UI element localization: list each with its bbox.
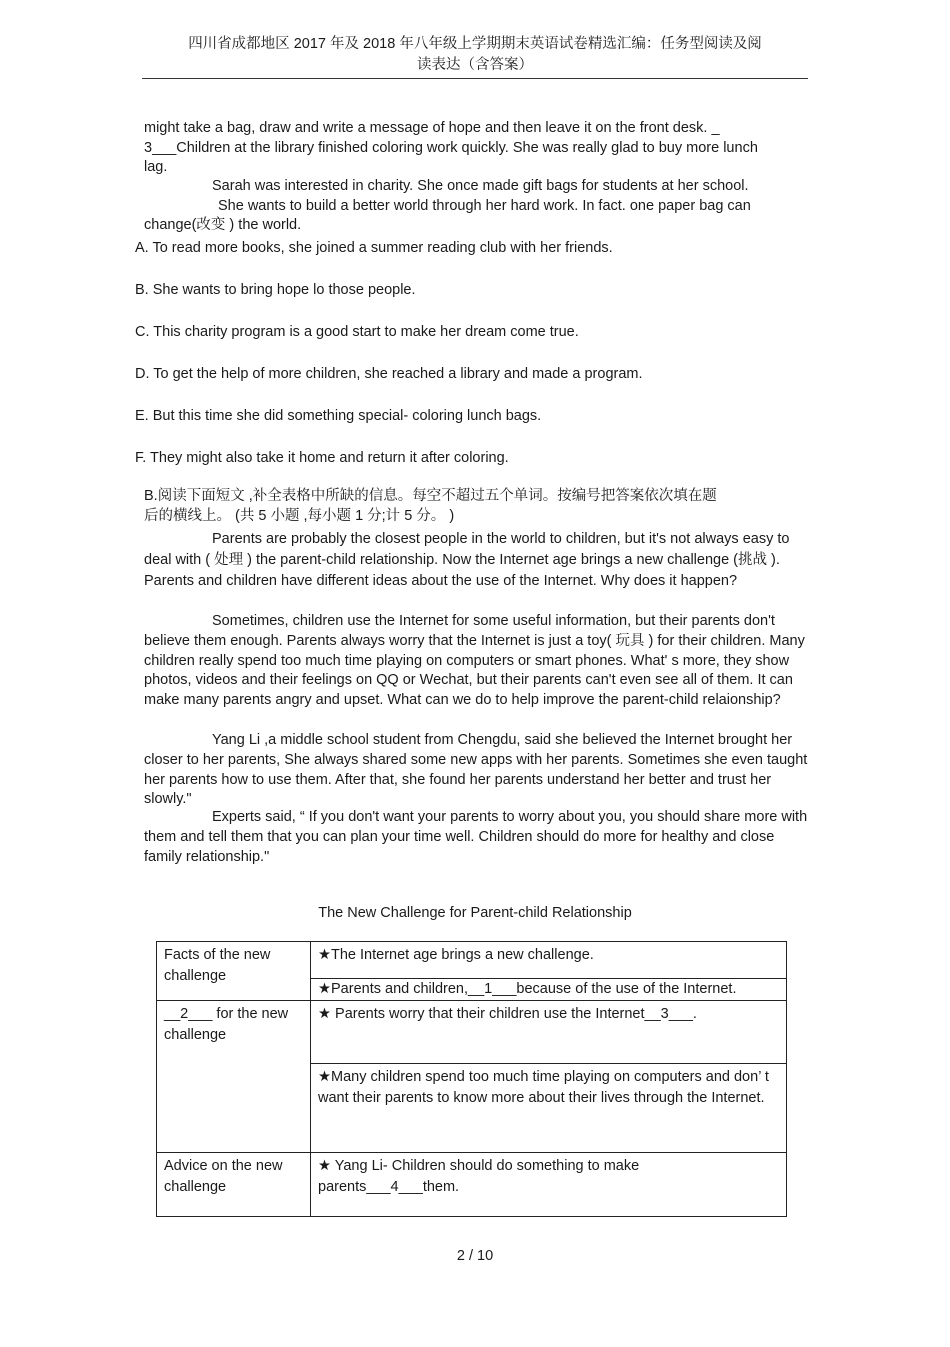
- table-row: [157, 1153, 787, 1217]
- paragraph-text: Sometimes, children use the Internet for some useful information, but their parents don't believe them enough. Parents always worry that the Internet is just a toy( 玩具 ) for their children. Many children really spend too much time playing on computers or smart phones. What' s more, they show photos, videos and their feelings on QQ or Wechat, but their parents can't even see all of them. It can make many parents angry and upset. What can we do to help improve the parent-child relaionship?: [144, 613, 805, 709]
- passage-b-paragraph: [144, 731, 810, 810]
- option-b: B. She wants to bring hope lo those people.: [135, 282, 416, 298]
- option-e: E. But this time she did something special- coloring lunch bags.: [135, 408, 542, 424]
- cell-text: Parents and children,__1___because of the use of the Internet.: [331, 981, 737, 997]
- table-cell: [311, 979, 787, 1001]
- page-header: [142, 34, 808, 76]
- section-b-instruction: B.阅读下面短文 ,补全表格中所缺的信息。每空不超过五个单词。按编号把答案依次填在题: [144, 488, 717, 504]
- table-cell: [311, 1153, 787, 1217]
- table-cell: [311, 1064, 787, 1153]
- passage-b-paragraph: [144, 612, 810, 711]
- row-heading: Advice on the new challenge: [157, 1153, 311, 1217]
- option-d: D. To get the help of more children, she reached a library and made a program.: [135, 366, 643, 382]
- row-heading: Facts of the new challenge: [157, 942, 311, 1001]
- passage-a-line: lag.: [144, 159, 168, 175]
- table-row: [157, 1001, 787, 1064]
- passage-a-line: change(改变 ) the world.: [144, 217, 302, 233]
- passage-a-line: Sarah was interested in charity. She once made gift bags for students at her school.: [212, 178, 749, 194]
- passage-a-line: 3___Children at the library finished coloring work quickly. She was really glad to buy more lunch: [144, 140, 758, 156]
- star-icon: ★: [318, 981, 331, 997]
- header-line-2: 读表达（含答案）: [417, 57, 533, 73]
- star-icon: ★: [318, 947, 331, 963]
- cell-text: The Internet age brings a new challenge.: [331, 947, 594, 963]
- section-b-instruction: 后的横线上。 (共 5 小题 ,每小题 1 分;计 5 分。 ): [144, 508, 455, 524]
- table-cell: [311, 1001, 787, 1064]
- option-c: C. This charity program is a good start to make her dream come true.: [135, 324, 579, 340]
- table-row: [157, 942, 787, 979]
- option-f: F. They might also take it home and return it after coloring.: [135, 450, 509, 466]
- row-heading: __2___ for the new challenge: [157, 1001, 311, 1153]
- header-divider: [142, 78, 808, 79]
- star-icon: ★: [318, 1158, 331, 1174]
- paragraph-text: Experts said, “ If you don't want your parents to worry about you, you should share more with them and tell them that you can plan your time well. Children should do more for healthy and close family relationship.": [144, 809, 808, 865]
- passage-b-paragraph: [144, 529, 810, 592]
- paragraph-text: Parents are probably the closest people in the world to children, but it's not always easy to deal with ( 处理 ) the parent-child relationship. Now the Internet age brings a new challenge (挑战 ). Parents and children have different ideas about the use of the Internet. Why does it happen?: [144, 531, 790, 589]
- star-icon: ★: [318, 1069, 331, 1085]
- page-number: 2 / 10: [456, 1248, 494, 1264]
- star-icon: ★: [318, 1006, 331, 1022]
- passage-a-line: might take a bag, draw and write a message of hope and then leave it on the front desk. _: [144, 120, 720, 136]
- challenge-table: [156, 941, 787, 1217]
- paragraph-text: Yang Li ,a middle school student from Chengdu, said she believed the Internet brought her closer to her parents, She always shared some new apps with her parents. Sometimes she even taught her parents how to use them. After that, she found her parents understand her better and trust her slowly.": [144, 732, 808, 808]
- table-cell: [311, 942, 787, 979]
- table-title: The New Challenge for Parent-child Relationship: [318, 905, 632, 921]
- cell-text: Many children spend too much time playing on computers and don’ t want their parents to know more about their lives through the Internet.: [318, 1069, 769, 1106]
- option-a: A. To read more books, she joined a summer reading club with her friends.: [135, 240, 613, 256]
- cell-text: Parents worry that their children use the Internet__3___.: [331, 1006, 697, 1022]
- passage-b-paragraph: [144, 808, 810, 867]
- header-line-1: 四川省成都地区 2017 年及 2018 年八年级上学期期末英语试卷精选汇编：任务型阅读及阅: [188, 36, 762, 52]
- passage-a-line: She wants to build a better world through her hard work. In fact. one paper bag can: [218, 198, 751, 214]
- cell-text: Yang Li- Children should do something to make parents___4___them.: [318, 1158, 640, 1195]
